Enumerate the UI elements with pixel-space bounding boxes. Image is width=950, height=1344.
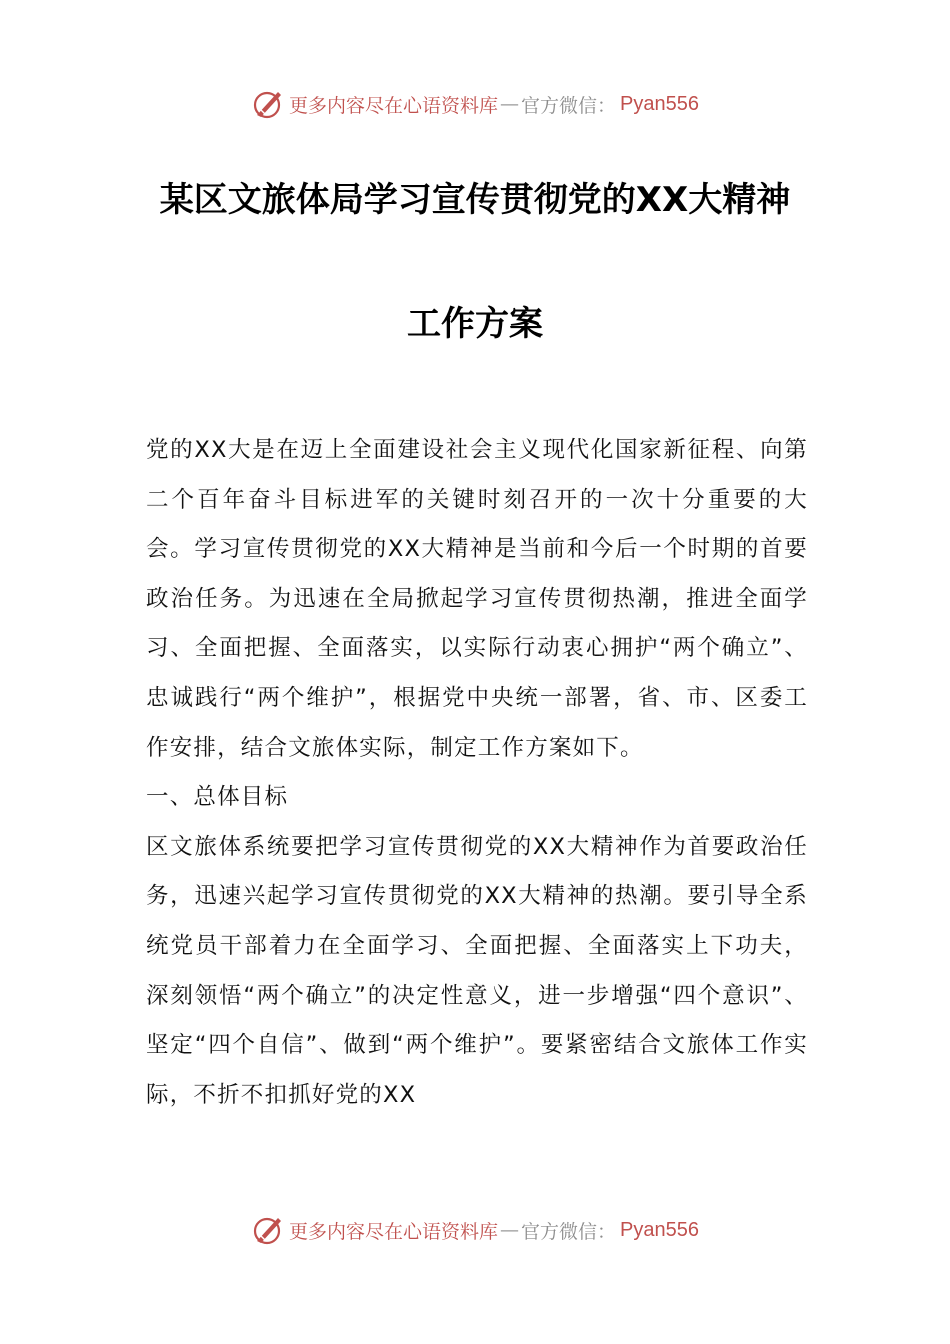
watermark-separator: — [500,93,520,115]
section-paragraph: 区文旅体系统要把学习宣传贯彻党的XX大精神作为首要政治任务，迅速兴起学习宣传贯彻党的XX大精神的热潮。要引导全系统党员干部着力在全面学习、全面把握、全面落实上下功夫，深刻领悟“两个确立”的决定性意义，进一步增强“四个意识”、坚定“四个自信”、做到“两个维护”。要紧密结合文旅体工作实际，不折不扣抓好党的XX [146,833,808,1108]
quill-pen-icon [251,1213,285,1247]
watermark-header [0,82,950,126]
document-title-line2: 工作方案 [407,304,543,344]
intro-paragraph: 党的XX大是在迈上全面建设社会主义现代化国家新征程、向第二个百年奋斗目标进军的关键时刻召开的一次十分重要的大会。学习宣传贯彻党的XX大精神是当前和今后一个时期的首要政治任务。为迅速在全局掀起学习宣传贯彻热潮，推进全面学习、全面把握、全面落实，以实际行动衷心拥护“两个确立”、忠诚践行“两个维护”，根据党中央统一部署，省、市、区委工作安排，结合文旅体实际，制定工作方案如下。 [146,437,808,761]
watermark-wechat-label: 官方微信： [521,1220,617,1243]
document-body [146,426,808,1120]
quill-pen-icon [251,87,285,121]
document-title-line1: 某区文旅体局学习宣传贯彻党的XX大精神 [159,180,791,220]
watermark-footer [0,1208,950,1252]
section-heading: 一、总体目标 [146,784,289,811]
watermark-text: 更多内容尽在心语资料库 [289,94,499,117]
watermark-wechat-id: Pyan556 [620,92,699,115]
watermark-wechat-label: 官方微信： [521,94,617,117]
watermark-wechat-id: Pyan556 [620,1218,699,1241]
watermark-text: 更多内容尽在心语资料库 [289,1220,499,1243]
watermark-separator: — [500,1219,520,1241]
